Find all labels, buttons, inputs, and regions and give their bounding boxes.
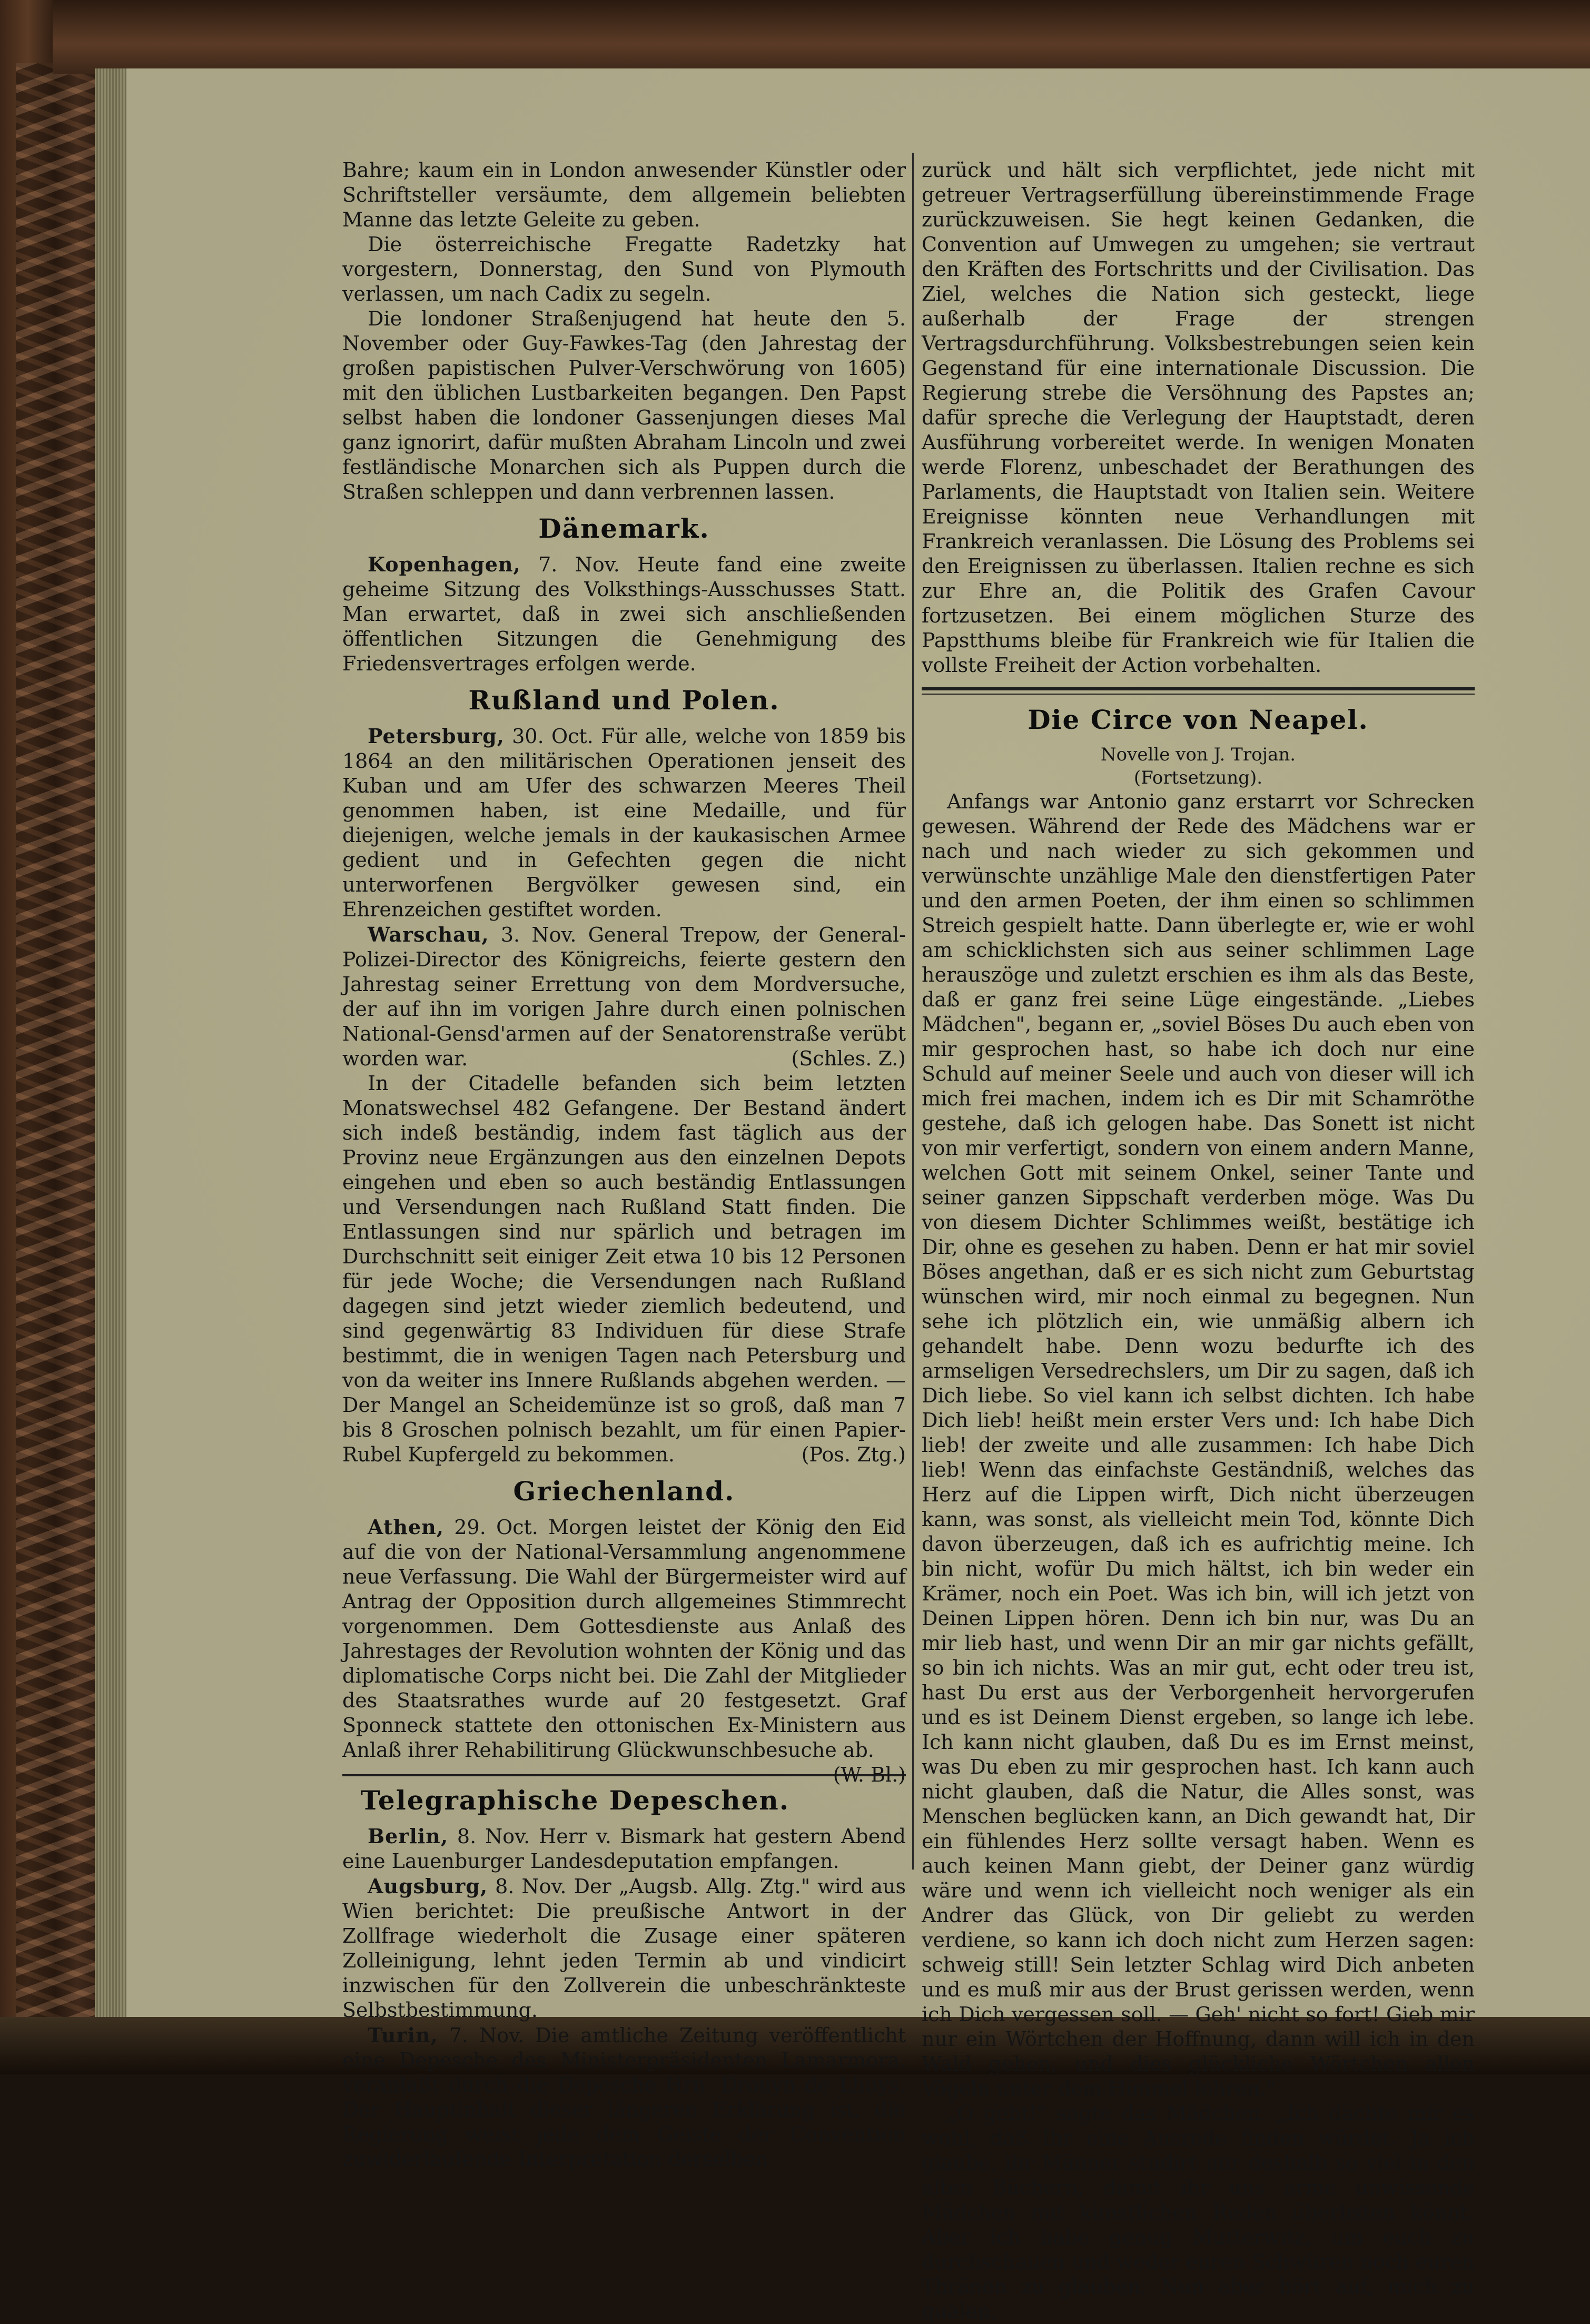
warschau-text: 3. Nov. General Trepow, der General-Polizei-Director des Königreichs, feierte gestern den Jahrestag seiner Errettung von dem Mordversuche, der auf ihn im vorigen Jahre durch einen polnischen National-Gensd'armen auf der Senatorenstraße verübt worden war. bbox=[342, 923, 906, 1070]
dateline-berlin: Berlin, bbox=[368, 1824, 449, 1848]
dateline-augsburg: Augsburg, bbox=[368, 1874, 488, 1898]
novelle-byline: Novelle von J. Trojan. bbox=[1100, 744, 1296, 765]
warschau-item bbox=[342, 922, 906, 1071]
heading-daenemark: Dänemark. bbox=[538, 513, 710, 544]
dateline-turin: Turin, bbox=[368, 2023, 438, 2047]
source-schles: (Schles. Z.) bbox=[791, 1047, 906, 1070]
source-wbl: (W. Bl.) bbox=[833, 1763, 906, 1786]
left-column bbox=[342, 158, 906, 2172]
fortsetzung-label: (Fortsetzung). bbox=[1133, 767, 1263, 788]
heading-telegraphische-depeschen: Telegraphische Depeschen. bbox=[360, 1785, 790, 1816]
feuilleton-rule bbox=[922, 687, 1475, 695]
source-pos: (Pos. Ztg.) bbox=[801, 1443, 906, 1466]
athen-item bbox=[342, 1515, 906, 1786]
intro-text: Bahre; kaum ein in London anwesender Künstler oder Schriftsteller versäumte, dem allgemein beliebten Manne das letzte Geleite zu geben. bbox=[342, 159, 906, 231]
turin-continuation: zurück und hält sich verpflichtet, jede nicht mit getreuer Vertragserfüllung übereinstimmende Frage zurückzuweisen. Sie hegt keinen Gedanken, die Convention auf Umwegen zu umgehen; sie vertraut den Kräften des Fortschritts und der Civilisation. Das Ziel, welches die Nation sich gesteckt, liege außerhalb der Frage der strengen Vertragsdurchführung. Volksbestrebungen seien kein Gegenstand für eine internationale Discussion. Die Regierung strebe die Versöhnung des Papstes an; dafür spreche die Verlegung der Hauptstadt, deren Ausführung vorbereitet werde. In wenigen Monaten werde Florenz, unbeschadet der Berathungen des Parlaments, die Hauptstadt von Italien sein. Weitere Ereignisse könnten neue Verhandlungen mit Frankreich veranlassen. Die Lösung des Problems sei den Ereignissen zu überlassen. Italien rechne es sich zur Ehre an, die Politik des Grafen Cavour fortzusetzen. Bei einem möglichen Sturze des Papstthums bleibe für Frankreich wie für Italien die vollste Freiheit der Action vorbehalten. bbox=[922, 159, 1475, 677]
book-cover-top bbox=[53, 0, 1590, 74]
heading-russland: Rußland und Polen. bbox=[468, 685, 780, 716]
augsburg-text: 8. Nov. Der „Augsb. Allg. Ztg." wird aus Wien berichtet: Die preußische Antwort in der Zollfrage wiederholt die Zusage einer späteren Zolleinigung, lehnt jeden Termin ab und vindicirt inzwischen für den Zollverein die unbeschränkteste Selbstbestimmung. bbox=[342, 1875, 906, 2022]
heading-circe-von-neapel: Die Circe von Neapel. bbox=[1028, 704, 1369, 735]
dateline-kopenhagen: Kopenhagen, bbox=[368, 552, 521, 576]
story-paragraph-2: „O geht!" sagte das Mädchen. „Ich dachte mir es wohl, daß Ihr eine Ausrede finden würdet. Ja ich glaube, ihr Männer studirt nur deshalb so viel in den alten Büchern, damit ihr uns arme unwissende Mädchen mit künstlichen Reden überlisten könnt. Aber ich habe genug Mutterwitz, um euch zu durchschauen und weder euren Schwüren noch euren Thränen zu glauben. Nun aber hört auf, mich zu quälen, bbox=[922, 2102, 1475, 2323]
citadelle-paragraph bbox=[342, 1071, 906, 1467]
london-paragraph: Die londoner Straßenjugend hat heute den 5. November oder Guy-Fawkes-Tag (den Jahrestag der großen papistischen Pulver-Verschwörung von 1605) mit den üblichen Lustbarkeiten begangen. Den Papst selbst haben die londoner Gassenjungen dieses Mal ganz ignorirt, dafür mußten Abraham Lincoln und zwei festländische Monarchen sich als Puppen durch die Straßen schleppen und dann verbrennen lassen. bbox=[342, 307, 906, 503]
petersburg-text: 30. Oct. Für alle, welche von 1859 bis 1864 an den militärischen Operationen jenseit des Kuban und am Ufer des schwarzen Meeres Theil genommen haben, ist eine Medaille, und für diejenigen, welche jemals in der kaukasischen Armee gedient und in Gefechten gegen die nicht unterworfenen Bergvölker gewesen sind, ein Ehrenzeichen gestiftet worden. bbox=[342, 725, 906, 921]
berlin-item bbox=[342, 1824, 906, 1874]
right-column bbox=[922, 158, 1475, 2324]
turin-item bbox=[342, 2023, 906, 2172]
petersburg-item bbox=[342, 724, 906, 922]
augsburg-item bbox=[342, 1874, 906, 2023]
berlin-text: 8. Nov. Herr v. Bismark hat gestern Abend eine Lauenburger Landesdeputation empfangen. bbox=[342, 1825, 906, 1873]
story-paragraph-1: Anfangs war Antonio ganz erstarrt vor Schrecken gewesen. Während der Rede des Mädchens war er nach und nach wieder zu sich gekommen und verwünschte unzählige Male den dienstfertigen Pater und den armen Poeten, der ihm einen so schlimmen Streich gespielt hatte. Dann überlegte er, wie er wohl am schicklichsten sich aus seiner schlimmen Lage herauszöge und zuletzt erschien es ihm als das Beste, daß er ganz frei seine Lüge eingestände. „Liebes Mädchen", begann er, „soviel Böses Du auch eben von mir gesprochen hast, so habe ich doch nur eine Schuld auf meiner Seele und auch von dieser will ich mich frei machen, indem ich es Dir mit Schamröthe gestehe, daß ich gelogen habe. Das Sonett ist nicht von mir verfertigt, sondern von einem andern Manne, welchen Gott mit seinem Onkel, seiner Tante und seiner ganzen Sippschaft verderben möge. Was Du von diesem Dichter Schlimmes weißt, bestätige ich Dir, ohne es gesehen zu haben. Denn er hat mir soviel Böses angethan, daß er es sich nicht zum Geburtstag wünschen wird, mir noch einmal zu begegnen. Nun sehe ich plötzlich ein, wie unmäßig albern ich gehandelt habe. Denn wozu bedurfte ich des armseligen Versedrechslers, um Dir zu sagen, daß ich Dich liebe. So viel kann ich selbst dichten. Ich habe Dich lieb! heißt mein erster Vers und: Ich habe Dich lieb! der zweite und alle zusammen: Ich habe Dich lieb! Wenn das einfachste Geständniß, welches das Herz auf die Lippen wirft, Dich nicht überzeugen kann, was sonst, als vielleicht mein Tod, könnte Dich davon überzeugen, daß ich es aufrichtig meine. Ich bin nicht, wofür Du mich hältst, ich bin weder ein Krämer, noch ein Poet. Was ich bin, will ich jetzt von Deinen Lippen hören. Denn ich bin nur, was Du an mir lieb hast, und wenn Dir an mir gar nichts gefällt, so bin ich nichts. Was an mir gut, echt oder treu ist, hast Du erst aus der Verborgenheit hervorgerufen und es ist Deinem Dienst ergeben, so lange ich lebe. Ich kann nicht glauben, daß Du es im Ernst meinst, was Du eben zu mir gesprochen hast. Ich kann auch nicht glauben, daß die Natur, die Alles sonst, was Menschen beglücken kann, an Dich gewandt hat, Dir ein fühlendes Herz sollte versagt haben. Wenn es auch keinen Mann giebt, der Deiner ganz würdig wäre und wenn ich vielleicht noch weniger als ein Andrer das Glück, von Dir geliebt zu werden verdiene, so kann ich doch nicht zum Herzen sagen: schweig still! Sein letzter Schlag wird Dich anbeten und es muß mir aus der Brust gerissen werden, wenn ich Dich vergessen soll. — Geh' nicht so fort! Gieb mir nur ein Wörtchen der Hoffnung, dann will ich in den Wald gehen, und dies glückliche Wörtchen allen Vögeln unter dem Himmel lehren." bbox=[922, 790, 1475, 2100]
fregatte-paragraph: Die österreichische Fregatte Radetzky hat vorgestern, Donnerstag, den Sund von Plymouth verlassen, um nach Cadix zu segeln. bbox=[342, 233, 906, 305]
dateline-athen: Athen, bbox=[368, 1515, 445, 1539]
dateline-warschau: Warschau, bbox=[368, 923, 489, 946]
marbled-edge bbox=[16, 63, 97, 2022]
turin-text: 7. Nov. Die amtliche Zeitung veröffentlicht eine Depesche des Ministerpräsidenten Lamarmora, veranlaßt durch die Depesche Hrn. Drouyn de Lhuys. Der Hauptinhalt dieser längeren Erklärung ist, die Regierung weist jede dem Geiste der Convention zuwiderlaufende Interpretation derselben bbox=[342, 2024, 906, 2171]
kopenhagen-text: 7. Nov. Heute fand eine zweite geheime Sitzung des Volksthings-Ausschusses Statt. Man erwartet, daß in zwei sich anschließenden öffentlichen Sitzungen die Genehmigung des Friedensvertrages erfolgen werde. bbox=[342, 553, 906, 675]
page-stack-edges bbox=[95, 68, 126, 2017]
kopenhagen-item bbox=[342, 552, 906, 676]
athen-text: 29. Oct. Morgen leistet der König den Eid auf die von der National-Versammlung angenommene neue Verfassung. Die Wahl der Bürgermeister wird auf Antrag der Opposition durch allgemeines Stimmrecht vorgenommen. Dem Gottesdienste aus Anlaß des Jahrestages der Revolution wohnten der König und das diplomatische Corps nicht bei. Die Zahl der Mitglieder des Staatsrathes wurde auf 20 festgesetzt. Graf Sponneck stattete den ottonischen Ex-Ministern aus Anlaß ihrer Rehabilitirung Glückwunschbesuche ab. bbox=[342, 1516, 906, 1762]
dateline-petersburg: Petersburg, bbox=[368, 724, 505, 748]
column-divider bbox=[912, 153, 914, 1870]
heading-griechenland: Griechenland. bbox=[513, 1476, 735, 1507]
citadelle-text: In der Citadelle befanden sich beim letzten Monatswechsel 482 Gefangene. Der Bestand ändert sich indeß beständig, indem fast täglich aus der Provinz neue Ergänzungen aus den einzelnen Depots eingehen und eben so auch beständig Entlassungen und Versendungen nach Rußland Statt finden. Die Entlassungen sind nur spärlich und betragen im Durchschnitt seit einiger Zeit etwa 10 bis 12 Personen für jede Woche; die Versendungen nach Rußland dagegen sind jetzt wieder ziemlich bedeutend, und sind gegenwärtig 83 Individuen für diese Strafe bestimmt, die in wenigen Tagen nach Petersburg und von da weiter ins Innere Rußlands abgehen werden. — Der Mangel an Scheidemünze ist so groß, daß man 7 bis 8 Groschen polnisch bezahlt, um für einen Papier-Rubel Kupfergeld zu bekommen. bbox=[342, 1072, 906, 1466]
